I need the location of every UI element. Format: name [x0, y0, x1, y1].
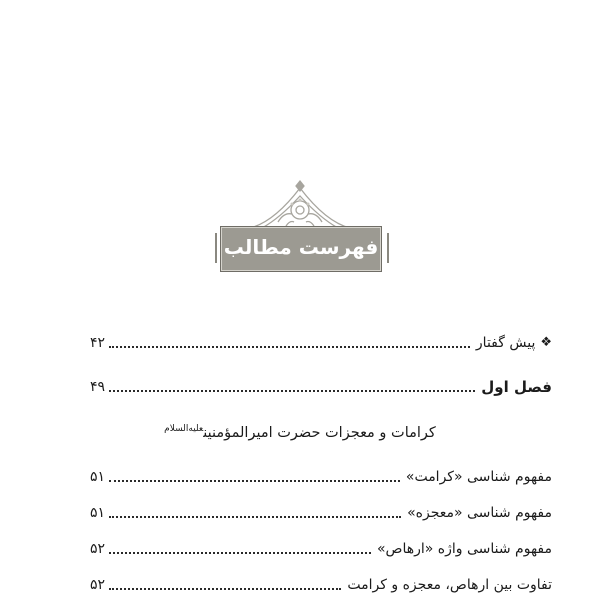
- toc-label: پیش گفتار: [475, 335, 536, 351]
- toc-row-chapter[interactable]: [90, 376, 552, 398]
- toc-chapter-label: فصل اول: [481, 378, 552, 396]
- leader-dots: [109, 588, 341, 590]
- toc-row-item[interactable]: [90, 502, 552, 524]
- toc-row-item[interactable]: [90, 466, 552, 488]
- honorific-symbol: عليه‌السلام: [164, 424, 204, 434]
- toc-label: مفهوم شناسی واژه «ارهاص»: [376, 541, 552, 557]
- leader-dots: [109, 552, 371, 554]
- leader-dots: [109, 346, 470, 348]
- section-heading: [60, 424, 540, 441]
- leader-dots: [109, 516, 401, 518]
- toc-page-number: ۵۲: [90, 577, 106, 593]
- toc-page-number: ۴۹: [90, 379, 106, 395]
- leader-dots: [109, 390, 475, 392]
- toc-page-number: ۵۱: [90, 469, 106, 485]
- toc-title-plate: [220, 226, 382, 272]
- toc-label: تفاوت بین ارهاص، معجزه و کرامت: [347, 577, 552, 593]
- four-diamond-bullet-icon: ❖: [540, 335, 552, 350]
- toc-page-number: ۴۲: [90, 335, 106, 351]
- toc-page-number: ۵۱: [90, 505, 106, 521]
- toc-row-item[interactable]: [90, 574, 552, 596]
- toc-page-number: ۵۲: [90, 541, 106, 557]
- page-title: فهرست مطالب: [223, 235, 379, 259]
- toc-label: مفهوم شناسی «معجزه»: [407, 505, 552, 521]
- toc-row-item[interactable]: [90, 538, 552, 560]
- section-title-text: کرامات و معجزات حضرت امیرالمؤمنین: [203, 424, 436, 441]
- toc-row-preface[interactable]: [90, 332, 552, 354]
- toc-label: مفهوم شناسی «کرامت»: [405, 469, 552, 485]
- leader-dots: [109, 480, 400, 482]
- arabesque-ornament-icon: [248, 178, 352, 230]
